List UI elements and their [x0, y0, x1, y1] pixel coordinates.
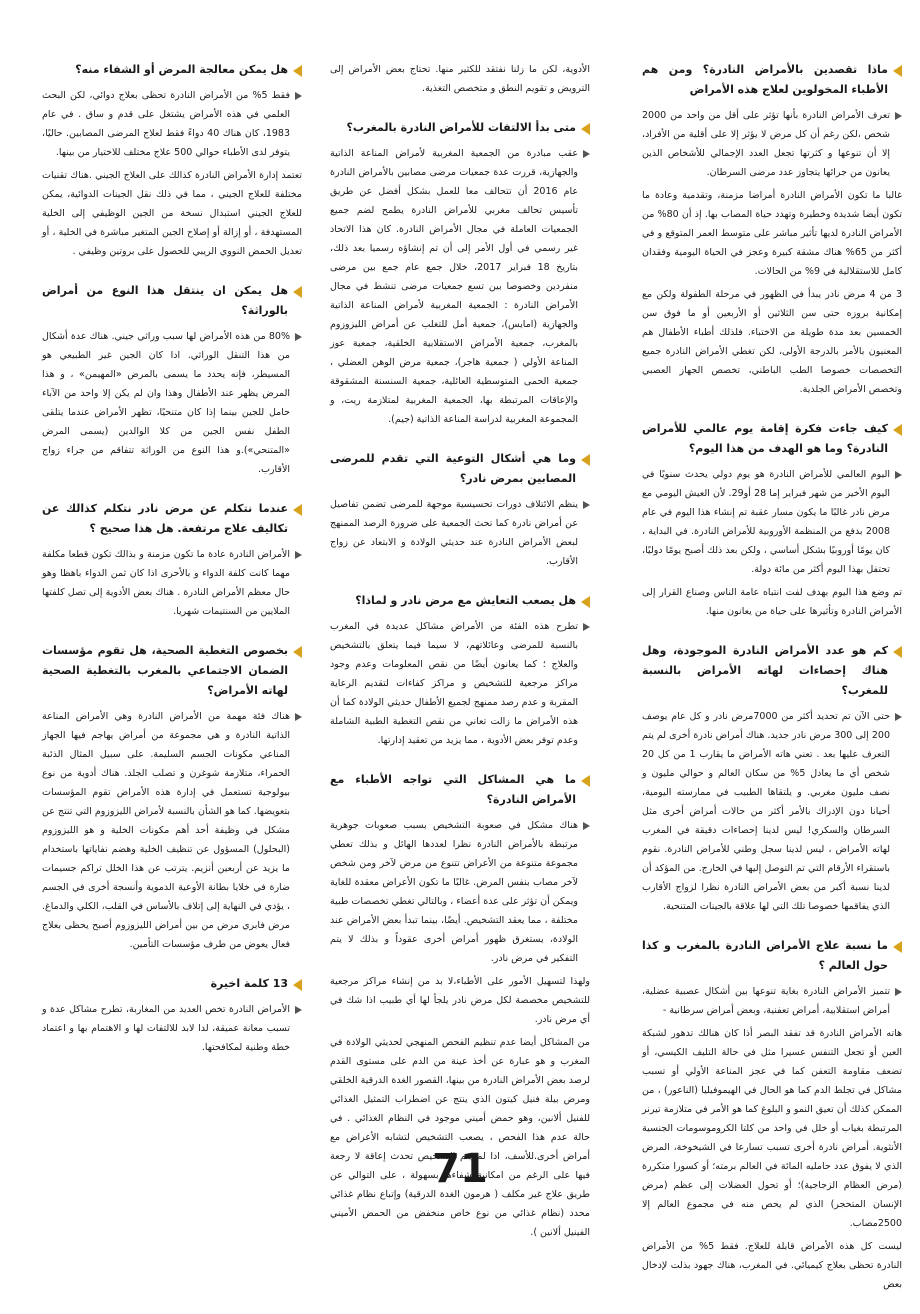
- question-heading: [330, 591, 590, 611]
- answer-paragraph: [42, 545, 302, 621]
- paragraph-text: الأمراض النادرة تخص العديد من المغاربة، تطرح مشاكل عدة و تسبب معانة عميقة، لدا لابد للالتفات لها و الاهتمام بها و اعتماد خطة وطنية لمكافحتها.: [42, 1004, 290, 1053]
- column-left: [42, 60, 302, 1077]
- triangle-marker-icon: [293, 286, 302, 298]
- triangle-marker-icon: [293, 646, 302, 658]
- question-text: هل يصعب التعايش مع مرض نادر و لماذا؟: [355, 594, 576, 607]
- bullet-arrow-icon: [583, 501, 590, 509]
- paragraph-text: ينظم الائتلاف دورات تحسيسية موجهة للمرضى تضمن تفاصيل عن أمراض نادرة كما تحث الجمعية على ضرورة الرصد الممنهج لبعض الأمراض النادرة عند حديثي الولادة و الابتعاد عن زواج الأقارب.: [330, 499, 578, 567]
- article-section: [42, 281, 302, 479]
- article-section: [330, 591, 590, 750]
- triangle-marker-icon: [293, 979, 302, 991]
- article-section: [330, 60, 590, 98]
- article-section: [42, 499, 302, 621]
- question-text: بخصوص التغطية الصحية، هل تقوم مؤسسات الضمان الاجتماعي بالمغرب بالتغطية الصحية لهاته الأمراض؟: [42, 644, 288, 697]
- answer-paragraph: [42, 166, 302, 261]
- answer-paragraph: [330, 816, 590, 968]
- answer-paragraph: [330, 972, 590, 1029]
- question-text: ماذا تقصدين بالأمراض النادرة؟ ومن هم الأطباء المخولوين لعلاج هذه الأمراض: [642, 63, 888, 96]
- triangle-marker-icon: [293, 65, 302, 77]
- bullet-arrow-icon: [895, 112, 902, 120]
- paragraph-text: اليوم العالمي للأمراض النادرة هو يوم دولي يحدث سنويًا في اليوم الأخير من شهر فبراير إما 28 أو29. لأن العيش اليومي مع مرض نادر غالبًا ما يكون مسار عقبة تم إنشاء هذا اليوم في عام 2008 بدفع من المنظمة الأوروبية للأمراض النادرة. في البداية ، كان يومًا أوروبيًا بشكل أساسي ، ولكن بعد ذلك أصبح يومًا دوليًا، تحتفل بهذا اليوم أكثر من مائة دولة.: [642, 469, 890, 575]
- bullet-arrow-icon: [895, 988, 902, 996]
- bullet-arrow-icon: [295, 713, 302, 721]
- answer-paragraph: [330, 1033, 590, 1242]
- article-section: [642, 60, 902, 399]
- paragraph-text: 3 من 4 مرض نادر يبدأ في الظهور في مرحلة الطفولة ولكن مع إمكانية بروزه حتى سن الثلاثين أو الأربعين أو ما فوق سن الخمسين بعد مدة طويلة من الاختباء. فلذلك أطباء الأطفال هم المعنيون بالأمر بالدرجة الأولى، لكن تغطي الأمراض النادرة جميع التخصصات خصوصا الطب الباطني، تخصص الجهاز العصبي وتخصص الأمراض الجلدية.: [642, 289, 902, 395]
- answer-paragraph: [642, 707, 902, 916]
- answer-paragraph: [42, 707, 302, 954]
- answer-paragraph: [642, 465, 902, 579]
- triangle-marker-icon: [581, 596, 590, 608]
- question-heading: [42, 281, 302, 321]
- paragraph-text: فقط 5% من الأمراض النادرة تحظى بعلاج دوائي، لكن البحث العلمي في هذه الأمراض يشتغل على قدم و ساق . في عام 1983، كان هناك 40 دواءً فقط لعلاج المرضى المصابين. حاليًا، يتوفر لدى الأطباء حوالي 500 علاج مختلف للاختيار من بينها.: [42, 90, 290, 158]
- paragraph-text: تم وضع هذا اليوم بهدف لفت انتباه عامة الناس وصناع القرار إلى الأمراض النادرة وتأثيرها على حياة من يعانون منها.: [642, 587, 902, 617]
- question-text: كيف جاءت فكرة إقامة يوم عالمي للأمراض النادرة؟ وما هو الهدف من هذا اليوم؟: [642, 422, 888, 455]
- answer-paragraph: [42, 327, 302, 479]
- paragraph-text: ولهذا لتسهيل الأمور على الأطباء،لا بد من إنشاء مراكز مرجعية للتشخيص مخصصة لكل مرض نادر يلجأ لها أي طبيب اذا شك في أي مرض نادر.: [330, 976, 590, 1025]
- paragraph-text: تتميز الأمراض النادرة بغاية تنوعها بين أشكال عصبية عضلية، أمراض استقلابية، أمراض تعفنية، وبعض أمراض سرطانية -: [642, 986, 890, 1016]
- question-text: متى بدأ الالتفات للأمراض النادرة بالمغرب؟: [346, 121, 576, 134]
- triangle-marker-icon: [893, 941, 902, 953]
- paragraph-text: حتى الآن تم تحديد أكثر من 7000مرض نادر و كل عام يوصف 200 إلى 300 مرض نادر جديد. هناك أمراض نادرة أخرى لم يتم التعرف عليها بعد . تعني هاته الأمراض ما يقارب 1 من كل 20 شخص أي ما يعادل 5% من سكان العالم و حوالي مليون و نصف مليون مغربي. و يلتقاها الطبيب في ممارسته اليومية، أحيانا دون الإدراك بالأمر أكثر من حالات أمراض أخرى مثل السرطان والسكري! ليس لدينا إحصاءات دقيقة في المغرب لهاته الأمراض ، ليس لدينا سجل وطني للأمراض النادرة. نقوم باستقراء الأرقام التي تم التوصل إليها في الخارج. من المؤكد أن لدينا نسبة أكبر من بعض الأمراض النادرة نظرا لزواج الأقارب الذي يفاقمها خصوصا تلك التي لها علاقة بالجينات المتنحية.: [642, 711, 891, 912]
- bullet-arrow-icon: [583, 822, 590, 830]
- answer-paragraph: [642, 186, 902, 281]
- question-heading: [642, 60, 902, 100]
- paragraph-text: هناك مشكل في صعوبة التشخيص بسبب صعوبات جوهرية مرتبطة بالأمراض النادرة نظرا لعددها الهائل و بذلك تعطي مجموعة متنوعة من الأعراض تتنوع من مرض لآخر ومن شخص لآخر مصاب بنفس المرض. غالبًا ما تكون الأعراض معقدة للغاية ويمكن أن تؤثر على عدة أعضاء ، وبالتالي تغطي تخصصات طبية مختلفة ، مما يعقد التشخيص. أيضًا، بينما تبدأ بعض الأمراض عند الولادة، يستغرق ظهور أمراض أخرى عقوداً و بذلك لا يتم التفكير في مرض نادر.: [330, 820, 578, 964]
- paragraph-text: ليست كل هذه الأمراض قابلة للعلاج. فقط 5% من الأمراض النادرة تحظى بعلاج كيميائي. في المغرب، هناك جهود بذلت لإدخال بعض: [642, 1241, 902, 1290]
- bullet-arrow-icon: [295, 92, 302, 100]
- paragraph-text: الأمراض النادرة عادة ما تكون مزمنة و بذالك تكون قطعا مكلفة مهما كانت كلفة الدواء و بالأحرى اذا كان ثمن الدواء باهظا وهو حال معظم الأمراض النادرة . هناك بعض الأدوية إلى تصل كلفتها الملايين من السنتيمات شهريا.: [42, 549, 290, 617]
- paragraph-text: الأدوية، لكن ما زلنا نفتقد للكثير منها. تحتاج بعض الأمراض إلى الترويض و تقويم النطق و متخصص التغذية.: [330, 64, 590, 94]
- question-heading: [330, 118, 590, 138]
- question-text: كم هو عدد الأمراض النادرة الموجودة، وهل هناك إحصاءات لهاته الأمراض بالنسبة للمغرب؟: [642, 644, 888, 697]
- triangle-marker-icon: [581, 123, 590, 135]
- paragraph-text: هناك فئة مهمة من الأمراض النادرة وهي الأمراض المناعة الذاتية النادرة و هي مجموعة من أمراض يهاجم فيها الجهاز المناعي مكونات الجسم السليمة. على سبيل المثال الذئبة الحمراء، متلازمة شوغرن و تصلب الجلد. هناك أدوية من نوع بيولوجية تستعمل في إدارة هذه الأمراض تقوم المؤسسات بتعويضها. كما هو الشأن بالنسبة لأمراض الليزوزوم التي تنتج عن مشكل في وظيفة أحد أهم مكونات الخلية و هو الليزوزوم (البحلول) المسؤول عن تنظيف الخلية وهضم نفاياتها باستخدام ما يزيد عن أربعين أنزيم. يترتب عن هذا الخلل تراكم جسيمات ضارة في خلايا بطانة الأوعية الدموية وأنسجة أخرى في الجسم ، يؤدي في النهاية إلى إتلاف بالأساس في القلب، الكلي والدماغ. مرض فابري مرض من بين أمراض الليزوزوم أصبح يحظى بعلاج فعال يعوض من طرف مؤسسات التأمين.: [42, 711, 290, 950]
- triangle-marker-icon: [581, 775, 590, 787]
- column-middle: [330, 60, 590, 1262]
- question-heading: [42, 499, 302, 539]
- question-text: هل يمكن معالجة المرض أو الشفاء منه؟: [75, 63, 288, 76]
- article-section: [642, 641, 902, 916]
- paragraph-text: من المشاكل أيضا عدم تنظيم الفحص المنهجي لحديثي الولادة في المغرب و هو عبارة عن أخذ عينة من الدم على مستوى القدم لرصد بعض الأمراض النادرة من بينها، القصور الغدة الدرقية الخلقي ومرض بيلة فنيل كيتون الذي ينتج عن اضطراب التمثيل الغذائي للفنيل ألانين، وهو حمض أميني موجود في النظام الغذائي . في حالة عدم هذا الفحص ، يصعب التشخيص لتشابه الأعراض مع أمراض أخرى.للأسف، ادا لم يتم التشخيص تحدث إعاقة لا رجعة فيها على الرغم من امكانية شفاءها بسهولة ، على التوالي عن طريق علاج غير مكلف ( هرمون الغدة الدرقية) وإتباع نظام غذائي محدد (نظام غذائي من نوع خاص منخفض من الحمض الأميني الفينيل ألانين ).: [330, 1037, 590, 1238]
- question-heading: [42, 60, 302, 80]
- article-section: [642, 419, 902, 621]
- bullet-arrow-icon: [295, 551, 302, 559]
- question-text: ما هي المشاكل التي تواجه الأطباء مع الأمراض النادرة؟: [330, 773, 576, 806]
- question-heading: [330, 449, 590, 489]
- paragraph-text: تعرف الأمراض النادرة بأنها تؤثر على أقل من واحد من 2000 شخص ،لكن رغم أن كل مرض لا يؤثر إلا على أقلية من الأفراد، إلا أن تنوعها و كثرتها تجعل العدد الإجمالي للأشخاص الذين يعانون من جرائها يتجاوز عدد مرضى السرطان.: [642, 110, 890, 178]
- article-section: [42, 641, 302, 954]
- article-section: [330, 449, 590, 571]
- bullet-arrow-icon: [895, 471, 902, 479]
- bullet-arrow-icon: [295, 333, 302, 341]
- question-heading: [42, 641, 302, 701]
- answer-paragraph: [642, 583, 902, 621]
- bullet-arrow-icon: [895, 713, 902, 721]
- column-right: [642, 60, 902, 1314]
- question-heading: [642, 936, 902, 976]
- triangle-marker-icon: [581, 454, 590, 466]
- question-heading: [642, 419, 902, 459]
- answer-paragraph: [42, 1000, 302, 1057]
- paragraph-text: تعتمد إدارة الأمراض النادرة كذالك على العلاج الجيني .هناك تقنيات مختلفة للعلاج الجيني ، مما في ذلك نقل الجينات الدوائية، يمكن للعلاج الجيني استبدال نسخة من الجين الوظيفي إلى الخلية المستهدفة ، أو إزالة أو إصلاح الجين المتغير مباشرة في الخلية ، أو تعديل الحمض النووي الريبي للحصول على بروتين وظيفي .: [42, 170, 302, 257]
- paragraph-text: عقب مبادرة من الجمعية المغربية لأمراض المناعة الذاتية والجهازية، قررت عدة جمعيات مرضى مصابين بالأمراض النادرة عام 2016 أن تتحالف معا للعمل بشكل أفضل عن طريق تأسيس تحالف مغربي للأمراض النادرة يطمح لضم جميع الجمعيات العاملة في مجال الأمراض النادرة. كان هذا الاتحاد غير رسمي في أول الأمر إلى أن تم إنشاؤه رسميا بعد ذلك، بتاريخ 18 فبراير 2017، خلال جمع عام جمع بين مرضى منفردين وخصوصا بين تسع جمعيات مرضى تنشط في مجال الأمراض النادرة : الجمعية المغربية لأمراض المناعة الذاتية والجهازية (امايس)، جمعية أمل للتغلب عن أمراض الليزوزوم بالمغرب، جمعية الأمراض الاستقلابية الخلقية، جمعية عوز المناعة الأولي ( جمعية هاجر)، جمعية مرض الوهن العضلي ، جمعية الحمى المتوسطية العائلية، جمعية السنسنة المشقوقة والإعاقات المرتبطة بها، الجمعية المغربية لمتلازمة ريت، و المجموعة المغربية لدراسة المناعة الذاتية (جيم).: [330, 148, 579, 425]
- answer-paragraph: [642, 285, 902, 399]
- answer-paragraph: [642, 1237, 902, 1294]
- triangle-marker-icon: [893, 646, 902, 658]
- triangle-marker-icon: [893, 424, 902, 436]
- answer-paragraph: [642, 982, 902, 1020]
- bullet-arrow-icon: [583, 150, 590, 158]
- question-text: وما هي أشكال التوعية التي تقدم للمرضى المصابين بمرض نادر؟: [330, 452, 576, 485]
- triangle-marker-icon: [293, 504, 302, 516]
- answer-paragraph: [330, 60, 590, 98]
- bullet-arrow-icon: [295, 1006, 302, 1014]
- article-section: [42, 60, 302, 261]
- article-section: [330, 118, 590, 429]
- answer-paragraph: [642, 1024, 902, 1233]
- answer-paragraph: [330, 495, 590, 571]
- question-text: 13 كلمة اخيرة: [210, 977, 288, 990]
- paragraph-text: تطرح هذه الفئة من الأمراض مشاكل عديدة في المغرب بالنسبة للمرضى وعائلاتهم، لا سيما فيما يتعلق بالتشخيص والعلاج ؛ كما يعانون أيضًا من نقص المعلومات وعدم وجود مراكز مرجعية للتشخيص و مراكز كفاءات لتقديم الرعاية المقربة و عدم رصد ممنهج لجميع الأطفال حديثي الولادة كما أن هذه الأمراض ما زالت تعاني من نقص التغطية الطبية الشاملة وعدم توفر بعض الأدوية ، مما يزيد من تعقيد إدارتها.: [330, 621, 578, 746]
- question-heading: [330, 770, 590, 810]
- question-heading: [642, 641, 902, 701]
- paragraph-text: 80% من هذه الأمراض لها سبب وراثي جيني. هناك عدة أشكال من هذا التنقل الوراثي. ادا كان الجين غير الطبيعي هو المسيطر، فإنه يحدد ما يسمى بالمرض «المهيمن» ، و هذا المرض يظهر عند الأطفال وهذا وان لم يكن إلا واحد من الآباء حامل للجين بينما إذا كان متنحيًا، تظهر الأمراض عندما يتلقى الطفل نفس الجين من كلا الوالدين (يسمى المرض «المتنحي»).و هذا النوع من الوراثة تتفاقم من جراء زواج الأقارب.: [42, 331, 290, 475]
- answer-paragraph: [642, 106, 902, 182]
- answer-paragraph: [330, 144, 590, 429]
- article-section: [42, 974, 302, 1057]
- question-text: هل يمكن ان ينتقل هذا النوع من أمراض بالوراثة؟: [42, 284, 288, 317]
- page-number: 71: [432, 1146, 488, 1192]
- answer-paragraph: [330, 617, 590, 750]
- paragraph-text: غالبا ما تكون الأمراض النادرة أمراضا مزمنة، وتقدمية وعادة ما تكون أيضا شديدة وخطيرة وتهدد حياة المصاب بها. إذ أن 80% من الأمراض النادرة لديها تأثير مباشر على متوسط العمر المتوقع و في أكثر من 65% هناك مشقة كبيرة وعجز في الحياة اليومية وفقدان كامل للاستقلالية في 9% من الحالات.: [642, 190, 902, 277]
- triangle-marker-icon: [893, 65, 902, 77]
- question-text: ما نسبة علاج الأمراض النادرة بالمغرب و كذا حول العالم ؟: [642, 939, 888, 972]
- article-section: [642, 936, 902, 1294]
- answer-paragraph: [42, 86, 302, 162]
- question-text: عندما نتكلم عن مرض نادر نتكلم كذالك عن تكاليف علاج مرتفعة. هل هذا صحيح ؟: [42, 502, 288, 535]
- question-heading: [42, 974, 302, 994]
- bullet-arrow-icon: [583, 623, 590, 631]
- paragraph-text: هاته الأمراض النادرة قد تفقد البصر أذا كان هنالك تدهور لشبكة العين أو تجعل التنفس عسيرا مثل في حالة التليف الكيسي، أو تضعف مقاومة التعفن كما في عجز المناعة الأولي أو تسبب مشاكل في تجلط الدم كما هو الحال في الهيموفيليا (الناعور) ، من الممكن كذلك أن تعيق النمو و البلوغ كما هو الأمر في متلازمة تيرنر المرتبطة بغياب أو خلل في واحد من كلتا الكروموسومات الجنسية الأنثوية. أمراض نادرة أخرى تسبب تسارعا في الشيخوخة، المرض الذي لا يفوق عدد حامليه المائة في العالم برمته؛ أو كسورا متكررة (مرض العظام الزجاجية)؛ أو تحول العضلات إلى عظم (مرض الإنسان المتحجر) الذي لم يحص منه في مجموع العالم إلا 2500مصاب.: [642, 1028, 902, 1229]
